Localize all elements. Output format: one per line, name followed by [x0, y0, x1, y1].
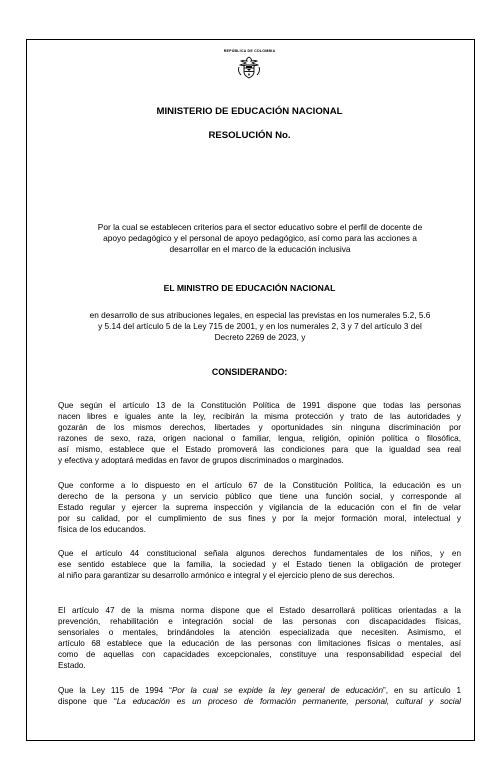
text-line: gozarán de los mismos derechos, libertades y oportunidades sin ninguna discriminación por [58, 422, 461, 432]
text-line: Que el artículo 44 constitucional señala algunos derechos fundamentales de los niños, y en [58, 549, 461, 558]
text-line: El artículo 47 de la misma norma dispone que el Estado desarrollará políticas orientadas a la [58, 606, 461, 615]
text-line: y efectiva y adoptará medidas en favor de grupos discriminados o marginados. [58, 455, 344, 465]
text-line: prevención, rehabilitación e integración social de las personas con discapacidades físicas, [58, 616, 461, 626]
considerando-heading: CONSIDERANDO: [211, 367, 288, 377]
text-line: Estado regular y ejercer la suprema inspección y vigilancia de la educación con el fin de velar [58, 502, 461, 512]
text-line: nacen libres e iguales ante la ley, recibirán la misma protección y trato de las autoridades y [58, 411, 461, 421]
text-fragment: ”, en su artículo 1 [383, 686, 462, 695]
law-quote: La educación es un proceso de formación permanente, personal, cultural y social [116, 696, 461, 706]
text-line [58, 697, 461, 708]
text-fragment: dispone que “ [58, 696, 117, 706]
subject-line: Por la cual se establecen criterios para el sector educativo sobre el perfil de docente de [97, 222, 423, 232]
text-line: ese sentido establece que la familia, la sociedad y el Estado tienen la obligación de proteger [58, 559, 461, 569]
powers-line: Decreto 2269 de 2023, y [214, 332, 306, 342]
text-line [58, 686, 461, 697]
text-line: sensoriales o mentales, brindándoles la atención especializada que necesiten. Asimismo, el [58, 627, 461, 637]
text-line: artículo 68 establece que la educación de las personas con limitaciones físicas o mentales, así [58, 638, 461, 648]
powers-line: y 5.14 del artículo 5 de la Ley 715 de 2001, y en los numerales 2, 3 y 7 del artículo 3 del [98, 321, 422, 331]
minister-heading: EL MINISTRO DE EDUCACIÓN NACIONAL [163, 283, 336, 293]
text-line: Que según el artículo 13 de la Constitución Política de 1991 dispone que todas las personas [58, 401, 461, 410]
paragraph-article-67 [58, 481, 461, 536]
resolution-number: RESOLUCIÓN No. [208, 130, 291, 141]
republic-label: REPÚBLICA DE COLOMBIA [223, 49, 276, 53]
paragraph-article-47 [58, 606, 461, 671]
text-line: así mismo, establece que el Estado promoverá las condiciones para que la igualdad sea real [58, 444, 461, 454]
paragraph-ley-115 [58, 686, 461, 708]
text-line: Que conforme a lo dispuesto en el artículo 67 de la Constitución Política, la educación es un [58, 481, 461, 490]
paragraph-article-44 [58, 549, 461, 582]
text-line: física de los educandos. [58, 524, 146, 534]
resolution-subject [60, 222, 460, 255]
text-fragment: Que la Ley 115 de 1994 “ [58, 686, 172, 695]
powers-line: en desarrollo de sus atribuciones legales, en especial las previstas en los numerales 5.2, 5.6 [89, 310, 431, 320]
paragraph-article-13 [58, 401, 461, 466]
subject-line: desarrollar en el marco de la educación inclusiva [169, 244, 351, 254]
text-line: por su calidad, por el cumplimiento de sus fines y por la mejor formación moral, intelectual y [58, 513, 461, 523]
text-line: razones de sexo, raza, origen nacional o familiar, lengua, religión, opinión política o filosófica, [58, 433, 461, 443]
subject-line: apoyo pedagógico y el personal de apoyo pedagógico, así como para las acciones a [103, 233, 417, 243]
text-line: derecho de la persona y un servicio público que tiene una función social, y corresponde al [58, 491, 461, 501]
text-line: Estado. [58, 660, 86, 670]
law-title: Por la cual se expide la ley general de educación [171, 686, 384, 695]
text-line: como de aquellas con capacidades excepcionales, constituye una responsabilidad especial del [58, 649, 461, 659]
ministry-title: MINISTERIO DE EDUCACIÓN NACIONAL [156, 106, 343, 117]
legal-powers [56, 310, 464, 343]
text-line: al niño para garantizar su desarrollo armónico e integral y el ejercicio pleno de sus derechos. [58, 570, 395, 580]
